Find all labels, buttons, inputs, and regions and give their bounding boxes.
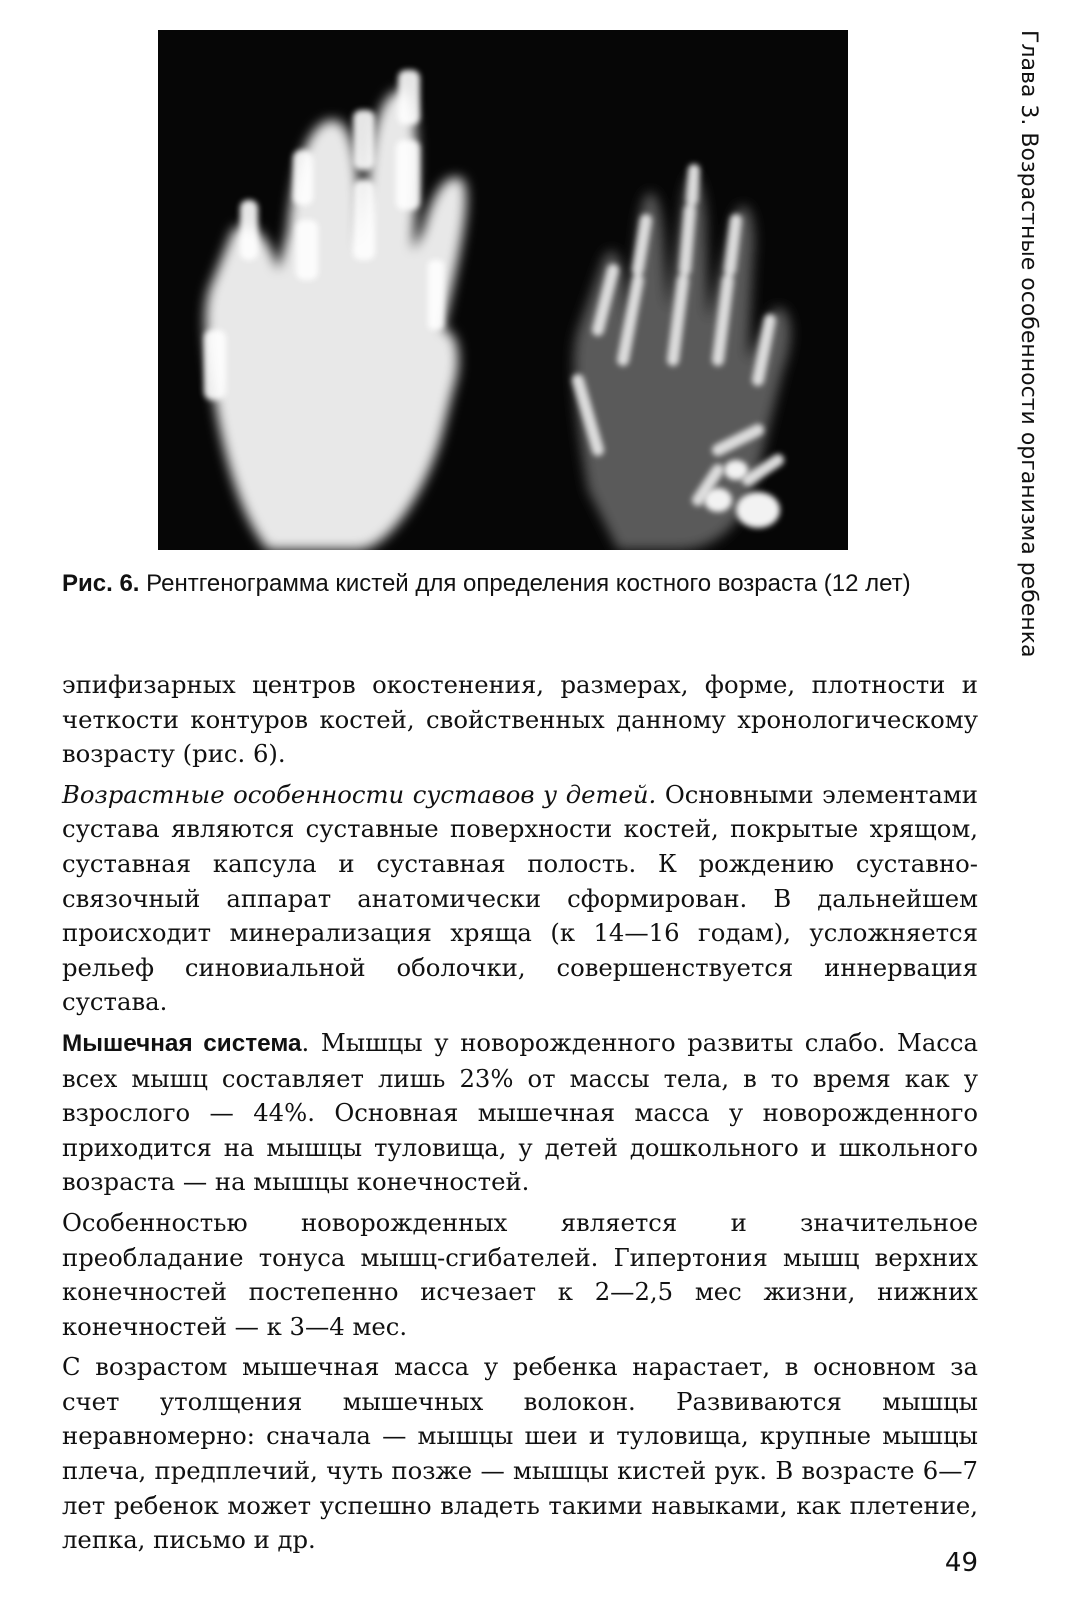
hand-xray-image (158, 30, 848, 550)
figure-caption (62, 568, 978, 600)
paragraph-2-text: Основными элементами сустава являются суставные поверхности костей, покрытые хрящом, суставная капсула и суставная полость. К рождению суставно-связочный аппарат анатомически сформирован. В дальнейшем происходит минерализация хряща (к 14—16 годам), усложняется рельеф синовиальной оболочки, совершенствуется иннервация сустава. (62, 779, 979, 1017)
page-number: 49 (944, 1548, 978, 1578)
paragraph-1: эпифизарных центров окостенения, размерах, форме, плотности и четкости контуров костей, свойственных данному хронологическому возрасту (рис. 6). (62, 670, 978, 769)
running-header: Глава 3. Возрастные особенности организма ребенка (1016, 30, 1041, 658)
paragraph-3 (62, 1026, 978, 1200)
figure-label: Рис. 6. (62, 570, 140, 597)
figure-caption-text: Рентгенограмма кистей для определения костного возраста (12 лет) (146, 570, 911, 597)
hand-xray-figure (158, 30, 848, 550)
paragraph-4: Особенностью новорожденных является и значительное преобладание тонуса мышц-сгибателей. Гипертония мышц верхних конечностей постепенно исчезает к 2—2,5 мес жизни, нижних конечностей — к 3—4 мес. (62, 1207, 978, 1341)
body-text (62, 668, 978, 1558)
paragraph-3-heading: Мышечная система (62, 1029, 302, 1057)
paragraph-3-text: . Мышцы у новорожденного развиты слабо. Масса всех мышц составляет лишь 23% от массы тела, в то время как у взрослого — 44%. Основная мышечная масса у новорожденного приходится на мышцы туловища, у детей дошкольного и школьного возраста — на мышцы конечностей. (62, 1027, 979, 1197)
paragraph-2 (62, 778, 978, 1020)
paragraph-5: С возрастом мышечная масса у ребенка нарастает, в основном за счет утолщения мышечных волокон. Развиваются мышцы неравномерно: сначала — мышцы шеи и туловища, крупные мышцы плеча, предплечий, чуть позже — мышцы кистей рук. В возрасте 6—7 лет ребенок может успешно владеть такими навыками, как плетение, лепка, письмо и др. (62, 1352, 978, 1555)
paragraph-2-heading: Возрастные особенности суставов у детей. (62, 779, 657, 809)
left-hand-xray (205, 90, 466, 550)
